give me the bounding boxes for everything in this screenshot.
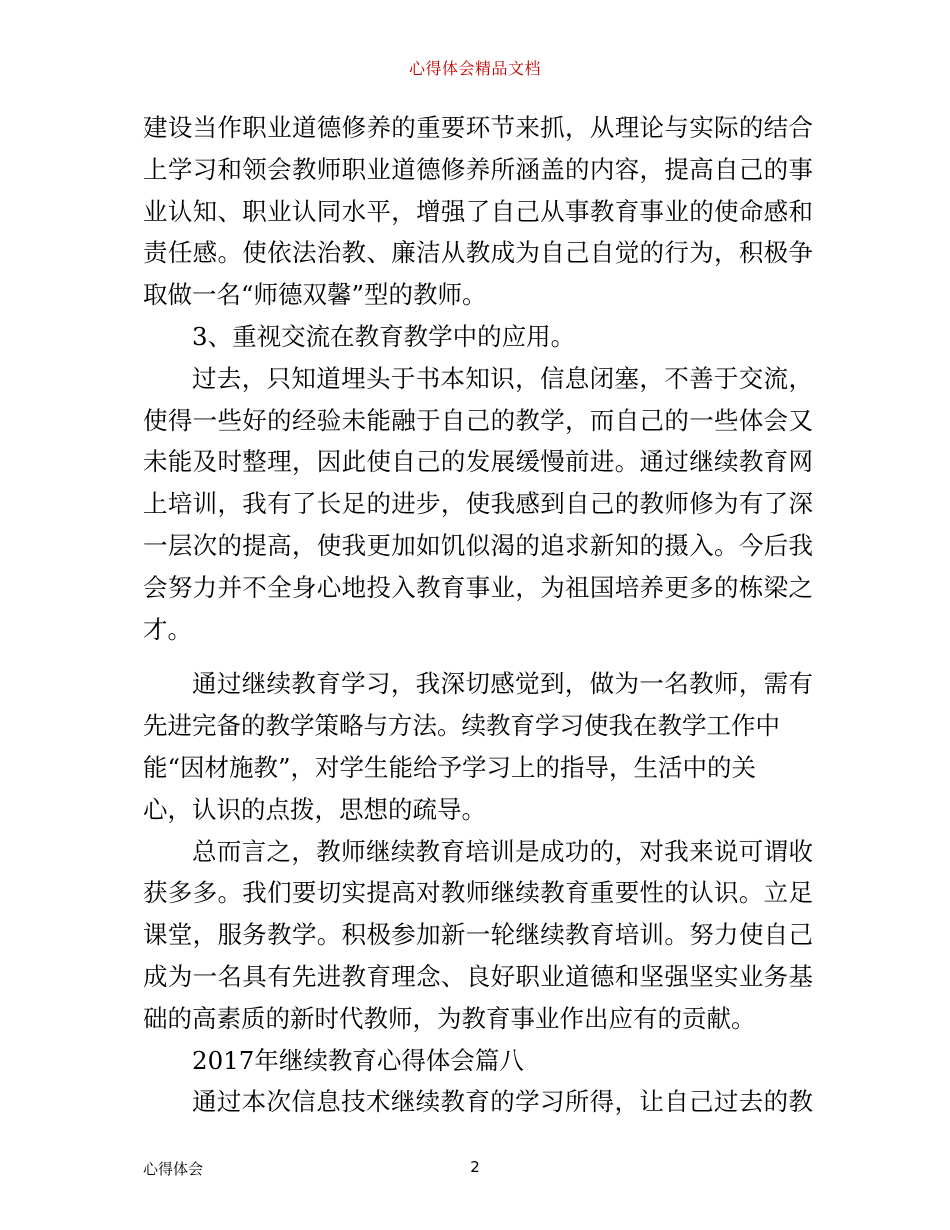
text-line: 会努力并不全身心地投入教育事业，为祖国培养更多的栋梁之 <box>143 572 813 602</box>
section-heading: 2017年继续教育心得体会篇八 <box>192 1045 524 1075</box>
text-line: 心，认识的点拨，思想的疏导。 <box>143 794 486 824</box>
page-header-title: 心得体会精品文档 <box>408 59 541 78</box>
text-line: 成为一名具有先进教育理念、良好职业道德和坚强坚实业务基 <box>143 961 813 991</box>
text-line: 础的高素质的新时代教师，为教育事业作出应有的贡献。 <box>143 1003 756 1033</box>
text-line: 课堂，服务教学。积极参加新一轮继续教育培训。努力使自己 <box>143 920 813 950</box>
text-line: 获多多。我们要切实提高对教师继续教育重要性的认识。立足 <box>143 878 813 908</box>
text-line: 先进完备的教学策略与方法。续教育学习使我在教学工作中 <box>143 711 780 741</box>
paragraph-gap <box>143 650 813 663</box>
text-line: 使得一些好的经验未能融于自己的教学，而自己的一些体会又 <box>143 405 813 435</box>
text-line: 通过本次信息技术继续教育的学习所得，让自己过去的教 <box>192 1087 813 1117</box>
text-line: 业认知、职业认同水平，增强了自己从事教育事业的使命感和 <box>143 196 813 226</box>
text-line: 未能及时整理，因此使自己的发展缓慢前进。通过继续教育网 <box>143 447 813 477</box>
page-number: 2 <box>470 1158 480 1176</box>
text-line: 能“因材施教”，对学生能给予学习上的指导，生活中的关 <box>143 752 757 782</box>
text-line: 上培训，我有了长足的进步，使我感到自己的教师修为有了深 <box>143 489 813 519</box>
text-line: 才。 <box>143 614 192 644</box>
text-line: 上学习和领会教师职业道德修养所涵盖的内容，提高自己的事 <box>143 154 813 184</box>
section-heading: 3、重视交流在教育教学中的应用。 <box>192 321 576 351</box>
text-line: 通过继续教育学习，我深切感觉到，做为一名教师，需有 <box>192 669 813 699</box>
text-line: 一层次的提高，使我更加如饥似渴的追求新知的摄入。今后我 <box>143 530 813 560</box>
text-line: 过去，只知道埋头于书本知识，信息闭塞，不善于交流， <box>192 363 813 393</box>
text-line: 建设当作职业道德修养的重要环节来抓，从理论与实际的结合 <box>143 113 813 142</box>
footer-label: 心得体会 <box>143 1160 204 1178</box>
text-line: 取做一名“师德双馨”型的教师。 <box>143 280 487 310</box>
text-line: 责任感。使依法治教、廉洁从教成为自己自觉的行为，积极争 <box>143 238 813 268</box>
text-line: 总而言之，教师继续教育培训是成功的，对我来说可谓收 <box>192 836 813 866</box>
document-body <box>143 107 813 1123</box>
